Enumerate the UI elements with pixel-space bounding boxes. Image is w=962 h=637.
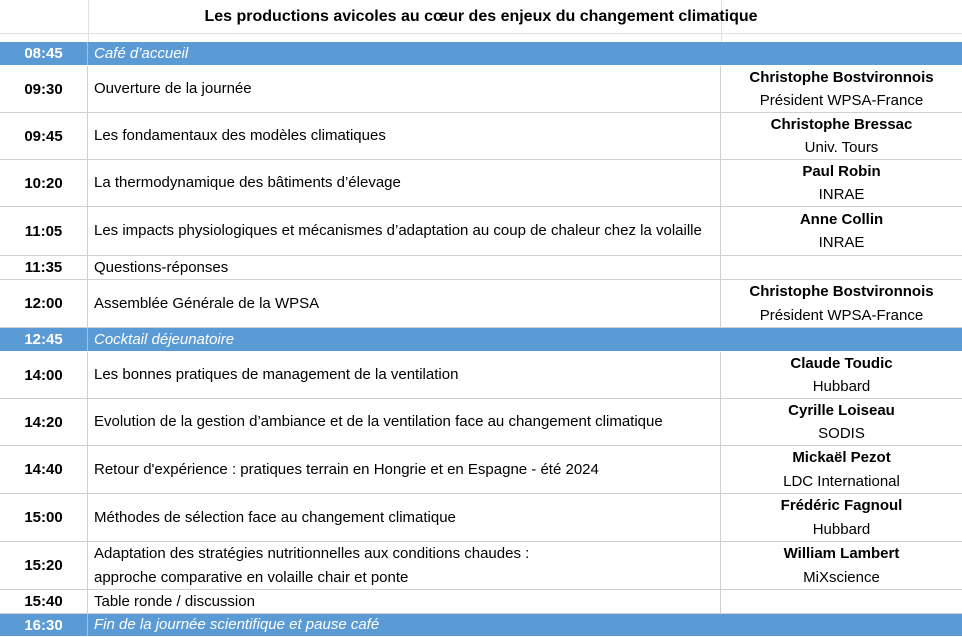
speaker-cell xyxy=(721,494,962,541)
session-row xyxy=(0,542,962,590)
session-time: 15:00 xyxy=(0,494,88,541)
session-time: 12:45 xyxy=(0,328,88,351)
session-time: 14:20 xyxy=(0,399,88,445)
session-time: 08:45 xyxy=(0,42,88,65)
speaker-affiliation: INRAE xyxy=(818,186,865,203)
speaker-name: William Lambert xyxy=(783,545,900,562)
session-row xyxy=(0,494,962,542)
speaker-name: Christophe Bostvironnois xyxy=(749,68,934,86)
session-topic: Questions-réponses xyxy=(88,256,721,279)
session-row xyxy=(0,399,962,446)
speaker-affiliation: Univ. Tours xyxy=(804,139,879,156)
speaker-affiliation: LDC International xyxy=(783,472,900,490)
session-topic: Les impacts physiologiques et mécanismes d’adaptation au coup de chaleur chez la volaille xyxy=(88,207,721,255)
speaker-name: Christophe Bressac xyxy=(770,115,913,133)
break-row xyxy=(0,328,962,352)
speaker-cell xyxy=(721,399,962,445)
speaker-cell xyxy=(721,542,962,589)
speaker-cell xyxy=(721,160,962,206)
speaker-name: Frédéric Fagnoul xyxy=(780,497,903,514)
session-row xyxy=(0,352,962,399)
speaker-cell xyxy=(721,446,962,493)
break-row xyxy=(0,42,962,66)
session-topic: Ouverture de la journée xyxy=(88,66,721,112)
speaker-name: Anne Collin xyxy=(799,210,884,228)
title-row xyxy=(0,0,962,33)
session-topic: Les fondamentaux des modèles climatiques xyxy=(88,113,721,159)
session-row xyxy=(0,590,962,614)
break-label: Cocktail déjeunatoire xyxy=(94,330,235,348)
session-row xyxy=(0,256,962,280)
speaker-cell xyxy=(721,256,962,279)
session-time: 14:00 xyxy=(0,352,88,398)
session-topic: Les bonnes pratiques de management de la ventilation xyxy=(88,352,721,398)
speaker-name: Claude Toudic xyxy=(790,354,893,372)
session-time: 12:00 xyxy=(0,280,88,327)
speaker-affiliation: Hubbard xyxy=(812,378,871,395)
session-topic: Table ronde / discussion xyxy=(88,590,721,613)
speaker-affiliation: Président WPSA-France xyxy=(759,92,924,109)
break-row xyxy=(0,614,962,637)
session-topic: Adaptation des stratégies nutritionnelles aux conditions chaudes : approche comparative en volaille chair et ponte xyxy=(88,542,721,589)
speaker-affiliation: Président WPSA-France xyxy=(759,306,924,324)
session-time: 15:40 xyxy=(0,590,88,613)
session-row xyxy=(0,66,962,113)
speaker-cell xyxy=(721,207,962,255)
speaker-affiliation: Hubbard xyxy=(812,520,871,538)
session-row xyxy=(0,113,962,160)
session-time: 11:05 xyxy=(0,207,88,255)
speaker-affiliation: INRAE xyxy=(818,234,865,251)
speaker-cell xyxy=(721,66,962,112)
break-label: Café d’accueil xyxy=(94,44,189,62)
session-time: 09:30 xyxy=(0,66,88,112)
speaker-affiliation: SODIS xyxy=(818,425,865,442)
session-topic: La thermodynamique des bâtiments d’élevage xyxy=(88,160,721,206)
speaker-name: Cyrille Loiseau xyxy=(788,401,895,419)
session-topic: Assemblée Générale de la WPSA xyxy=(88,280,721,327)
speaker-name: Paul Robin xyxy=(802,162,881,180)
session-time: 15:20 xyxy=(0,542,88,589)
session-row xyxy=(0,446,962,494)
session-row xyxy=(0,160,962,207)
break-label: Fin de la journée scientifique et pause café xyxy=(94,616,380,633)
session-topic: Retour d'expérience : pratiques terrain en Hongrie et en Espagne - été 2024 xyxy=(88,446,721,493)
speaker-name: Christophe Bostvironnois xyxy=(749,283,934,300)
speaker-cell xyxy=(721,113,962,159)
session-row xyxy=(0,207,962,256)
speaker-affiliation: MiXscience xyxy=(803,568,880,586)
speaker-cell xyxy=(721,352,962,398)
session-topic: Evolution de la gestion d’ambiance et de la ventilation face au changement climatique xyxy=(88,399,721,445)
session-row xyxy=(0,280,962,328)
session-time: 16:30 xyxy=(0,614,88,636)
session-time: 09:45 xyxy=(0,113,88,159)
session-time: 10:20 xyxy=(0,160,88,206)
session-topic: Méthodes de sélection face au changement climatique xyxy=(88,494,721,541)
page-title: Les productions avicoles au cœur des enjeux du changement climatique xyxy=(204,7,758,25)
speaker-name: Mickaël Pezot xyxy=(792,449,891,466)
session-time: 11:35 xyxy=(0,256,88,279)
speaker-cell xyxy=(721,590,962,613)
speaker-cell xyxy=(721,280,962,327)
session-time: 14:40 xyxy=(0,446,88,493)
